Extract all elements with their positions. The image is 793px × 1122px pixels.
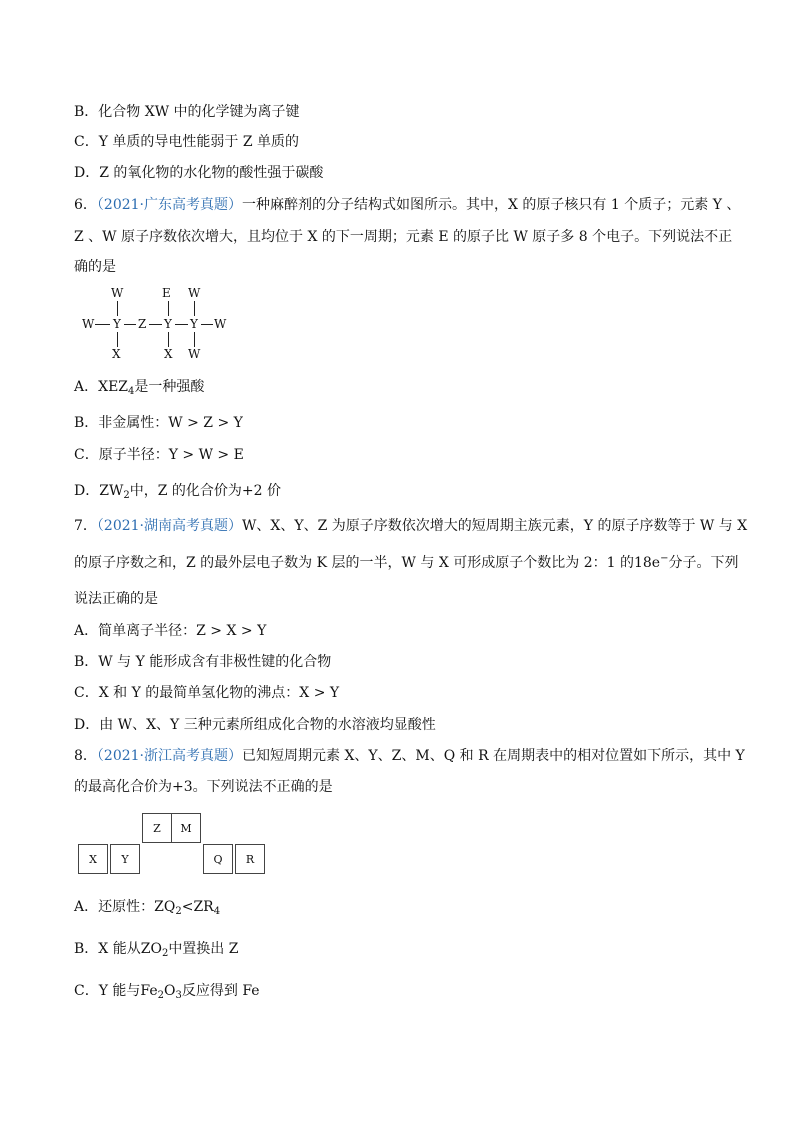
q8-text: 已知短周期元素 X、Y、Z、M、Q 和 R 在周期表中的相对位置如下所示，其中 Y: [242, 748, 745, 764]
formula: 18e: [633, 555, 661, 571]
bond: [168, 301, 169, 316]
q7-stem-line3: 说法正确的是: [74, 591, 158, 607]
bond: [201, 324, 213, 325]
cell-x: X: [78, 844, 108, 874]
atom-bot-3: W: [188, 347, 201, 361]
formula: Fe: [140, 983, 158, 999]
formula-subscript: 4: [128, 386, 135, 397]
atom-bot-2: X: [164, 347, 173, 361]
comparison-sign: <: [181, 899, 194, 915]
q6-stem-line2: Z 、W 原子序数依次增大，且均位于 X 的下一周期；元素 E 的原子比 W 原子多 8 个电子。下列说法不正: [74, 229, 733, 245]
q5-option-c: C．Y 单质的导电性能弱于 Z 单质的: [74, 134, 300, 150]
bond: [175, 324, 188, 325]
cell-m: M: [171, 813, 201, 843]
formula-subscript: 4: [213, 906, 221, 917]
q7-stem-line1: [74, 517, 747, 535]
cell-r: R: [235, 844, 265, 874]
atom-y1: Y: [113, 317, 121, 331]
option-label: C．Y 能与: [74, 983, 141, 999]
q8-number: 8．: [74, 748, 97, 764]
cell-y: Y: [110, 844, 140, 874]
q8-option-b: [74, 940, 239, 958]
formula-subscript: 3: [175, 990, 182, 1001]
q7-stem-line2: [74, 554, 738, 572]
atom-right: W: [214, 317, 227, 331]
formula-subscript: 2: [161, 948, 169, 959]
option-text: 中，Z 的化合价为+2 价: [129, 483, 281, 499]
cell-q: Q: [203, 844, 233, 874]
option-label: A．还原性：: [74, 899, 155, 915]
bond: [124, 324, 136, 325]
q5-option-d: D．Z 的氧化物的水化物的酸性强于碳酸: [74, 165, 324, 181]
formula: XEZ: [98, 379, 129, 395]
formula: O: [164, 983, 176, 999]
q8-source: （2021·浙江高考真题）: [96, 748, 243, 764]
bond: [117, 332, 118, 347]
option-text: 是一种强酸: [134, 379, 205, 395]
option-text: 中置换出 Z: [168, 941, 239, 957]
q6-source: （2021·广东高考真题）: [96, 197, 243, 213]
atom-top-2: E: [162, 286, 171, 300]
atom-top-1: W: [111, 286, 124, 300]
bond: [194, 301, 195, 316]
periodic-table-fragment: [78, 813, 270, 879]
formula: ZW: [99, 483, 124, 499]
q5-option-b: B．化合物 XW 中的化学键为离子键: [74, 104, 300, 120]
atom-y2: Y: [164, 317, 172, 331]
q7-option-d: D．由 W、X、Y 三种元素所组成化合物的水溶液均显酸性: [74, 717, 436, 733]
option-label: B．X 能从: [74, 941, 141, 957]
q8-stem-line2: 的最高化合价为+3。下列说法不正确的是: [74, 779, 333, 795]
formula-subscript: 2: [157, 990, 165, 1001]
formula-superscript: −: [660, 553, 669, 564]
q6-text: 一种麻醉剂的分子结构式如图所示。其中，X 的原子核只有 1 个质子；元素 Y 、: [242, 197, 741, 213]
molecule-structure-diagram: [80, 287, 240, 361]
option-label: D．: [74, 483, 100, 499]
bond: [149, 324, 162, 325]
atom-left: W: [82, 317, 95, 331]
q8-option-a: [74, 898, 220, 916]
bond: [168, 332, 169, 347]
q7-text: W、X、Y、Z 为原子序数依次增大的短周期主族元素，Y 的原子序数等于 W 与 X: [242, 518, 748, 534]
option-text: 反应得到 Fe: [181, 983, 260, 999]
bond: [95, 324, 110, 325]
formula-subscript: 2: [175, 906, 182, 917]
q6-number: 6．: [74, 197, 97, 213]
q7-option-b: B．W 与 Y 能形成含有非极性键的化合物: [74, 654, 332, 670]
bond: [194, 332, 195, 347]
q6-option-a: [74, 378, 204, 396]
formula: ZQ: [154, 899, 176, 915]
q7-source: （2021·湖南高考真题）: [96, 518, 243, 534]
atom-top-3: W: [188, 286, 201, 300]
q7-text: 分子。下列: [668, 555, 739, 571]
atom-bot-1: X: [112, 347, 121, 361]
q7-number: 7．: [74, 518, 97, 534]
q7-option-c: C．X 和 Y 的最简单氢化物的沸点：X > Y: [74, 685, 340, 701]
formula-subscript: 2: [123, 490, 130, 501]
q8-stem-line1: [74, 747, 745, 765]
q6-option-b: B．非金属性：W > Z > Y: [74, 415, 243, 431]
option-label: A．: [74, 379, 99, 395]
bond: [117, 301, 118, 316]
q7-text: 的原子序数之和，Z 的最外层电子数为 K 层的一半，W 与 X 可形成原子个数比为 2：1 的: [74, 555, 634, 571]
q8-option-c: [74, 982, 260, 1000]
q6-stem-line3: 确的是: [74, 259, 116, 275]
cell-z: Z: [142, 813, 172, 843]
q6-stem-line1: [74, 196, 740, 214]
atom-z: Z: [138, 317, 147, 331]
q6-option-c: C．原子半径：Y > W > E: [74, 447, 244, 463]
q6-option-d: [74, 482, 281, 500]
atom-y3: Y: [190, 317, 198, 331]
formula: ZO: [140, 941, 162, 957]
q7-option-a: A．简单离子半径：Z > X > Y: [74, 623, 267, 639]
formula: ZR: [193, 899, 214, 915]
